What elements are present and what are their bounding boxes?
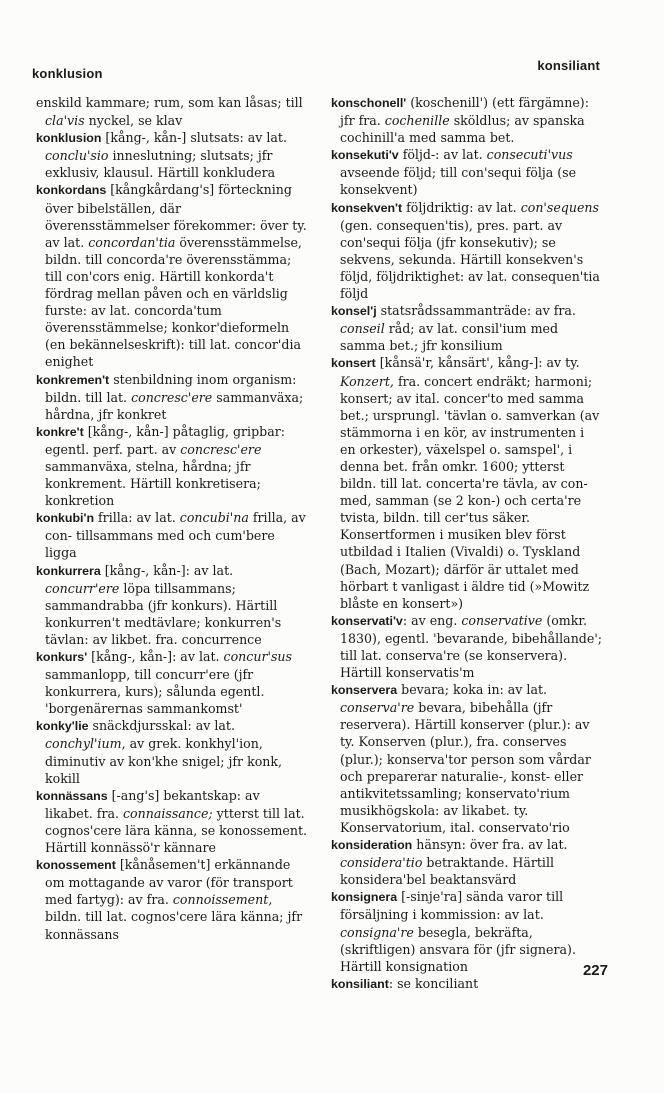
entry-etymon: consigna're [340,924,414,940]
entry-text: (koschenill') (ett färgämne): jfr fra. [340,95,589,129]
entry-headword: konschonell' [331,96,407,110]
entry-text: [kånåsemen't] erkännande om mottagande av varor (för transport med fartyg): av fra. [45,857,293,908]
page-number: 227 [582,962,608,979]
entry-text-tail: fra. concert endräkt; harmoni; konsert; av ital. concer'to med samma bet.; ursprungl. 'tävlan o. samverkan (av stämmorna i en kör, av instrumenten i en orkester), växelspel o. samspel', i denna bet. från omkr. 1600; ytterst bildn. till lat. concerta're tävla, av con- med, samman (se 2 kon-) och certa're tvista, bildn. till cer'tus säker. Konsertformen i musiken blev först utbildad i Italien (Vivaldi) o. Tyskland (Bach, Mozart); därför är uttalet med hörbart t vanligast i äldre tid (»Mowitz blåste en konsert») [340,373,600,611]
entry-etymon: conchyl'ium [45,736,122,752]
entry-headword: konsignera [331,890,398,905]
entry-etymon: considera'tio [340,855,423,871]
entry-headword: konkremen't [36,372,110,387]
entry-etymon: cochenille [384,113,450,129]
entry-text-tail: avseende följd; till con'sequi följa (se konsekvent) [340,165,577,198]
entry-text: statsrådssammanträde: av fra. [376,303,576,319]
entry-headword: konsekuti'v [331,148,399,163]
entry-text-tail: bildn. till lat. cognos'cere lära känna; jfr konnässans [45,909,303,942]
entry-text-tail: , av grek. konkhyl'ion, diminutiv av kon'khe snigel; jfr konk, kokill [45,736,283,786]
entry-text: : av eng. [402,612,462,628]
entry-text: följdriktig: av lat. [402,199,521,215]
entry-text: snäckdjursskal: av lat. [88,718,235,734]
dictionary-entry [331,681,603,836]
entry-headword: konsekven't [331,200,403,215]
entry-etymon: concur'sus [223,649,292,664]
entry-headword: konkurs' [36,650,88,664]
entry-text-tail: sammanlopp, till concurr'ere (jfr konkurrera, kurs); sålunda egentl. 'borgenärernas sammankomst' [45,667,265,717]
entry-text-tail: bevara, bibehålla (jfr reservera). Härtill konserver (plur.): av ty. Konserven (plur.), fra. conserves (plur.); konserva'tor person som vårdar och preparerar naturalie-, konst- eller antikvitetssamling; konservato'rium musikhögskola: av likabet. ty. Konservatorium, ital. conservato'rio [340,700,591,835]
dictionary-entry [331,302,603,354]
entry-headword: konsert [331,356,376,371]
entry-text-tail: sammanväxa; hårdna, jfr konkret [45,389,304,422]
entry-etymon: concresc'ere [131,389,213,405]
dictionary-entry [36,717,308,786]
entry-text-tail: (gen. consequen'tis), pres. part. av con'sequi följa (jfr konsekutiv); se sekvens, sekunda. Härtill konsekven's följd, följdriktighet: av lat. consequen'tia följd [340,217,600,302]
running-header-right: konsiliant [537,58,600,73]
entry-text: [-sinje'ra] sända varor till försäljning i kommission: av lat. [340,889,564,923]
entry-etymon: conseil [340,321,385,337]
entry-etymon: concresc'ere [180,441,262,457]
dictionary-entry [36,181,308,370]
entry-text: [kång-, kån-] slutsats: av lat. [101,130,287,146]
entry-headword: konservera [331,683,398,698]
dictionary-entry [36,371,308,423]
entry-etymon: conserva're [340,700,415,716]
entry-text-tail: löpa tillsammans; sammandrabba (jfr konkurs). Härtill konkurren't medtävlare; konkurren's tävlan: av likbet. fra. concurrence [45,580,282,647]
dictionary-entry [331,199,603,303]
entry-text-tail: sköldlus; av spanska cochinill'a med samma bet. [340,113,585,146]
entry-headword: konsideration [331,838,413,853]
entry-text-tail: sammanväxa, stelna, hårdna; jfr konkrement. Härtill konkretisera; konkretion [45,458,261,509]
entry-headword: konossement [36,858,116,873]
entry-text-tail: inneslutning; slutsats; jfr exklusiv, klausul. Härtill konkludera [45,148,276,181]
entry-headword: konkordans [36,183,107,198]
dictionary-entry [331,975,603,993]
entry-etymon: con'sequens [520,199,600,215]
entry-headword: konservati'v [331,613,403,628]
entry-headword: konsiliant [331,976,389,991]
entry-headword: konsel'j [331,304,377,319]
entry-text: [kång-, kån-]: av lat. [87,649,224,664]
entry-headword: konky'lie [36,719,89,734]
dictionary-entry [36,787,308,856]
dictionary-entry [331,354,603,611]
entry-text-tail: överensstämmelse, bildn. till concorda're överensstämma; till con'cors enig. Härtill konkorda't fördrag mellan påven och en världslig furste: av lat. concorda'tum överensstämmelse; konkor'dieformeln (en bekännelseskrift): till lat. concor'dia enighet [45,234,302,370]
entry-headword: konkre't [36,424,84,439]
entry-text: [kånsä'r, kånsärt', kång-]: av ty. [375,355,580,371]
dictionary-entry [36,562,308,648]
entry-text-tail: frilla, av con- tillsammans med och cum'bere ligga [45,510,306,561]
dictionary-entry [36,94,308,129]
entry-etymon: conservative [461,612,543,628]
entry-text: stenbildning inom organism: bildn. till lat. [45,371,297,405]
entry-etymon: concubi'na [179,510,249,526]
entry-text-tail: besegla, bekräfta, (skriftligen) ansvara för (jfr signera). Härtill konsignation [340,924,576,974]
entry-text: [-ang's] bekantskap: av likabet. fra. [45,787,260,821]
entry-headword: konklusion [36,131,102,146]
entry-text: : se konciliant [388,975,479,991]
entry-etymon: concurr'ere [45,580,120,596]
dictionary-entry [331,612,603,681]
entry-etymon: Konzert, [340,373,394,389]
left-column [36,94,308,943]
dictionary-entry [36,423,308,509]
entry-etymon: connoissement, [172,892,273,908]
entry-etymon: cla'vis [45,113,85,129]
dictionary-entry [331,146,603,198]
dictionary-entry [331,836,603,888]
entry-headword: konnässans [36,788,108,803]
entry-text-tail: betraktande. Härtill konsidera'bel beaktansvärd [340,855,555,888]
entry-headword: konkubi'n [36,511,95,526]
entry-etymon: consecuti'vus [486,147,573,163]
entry-text-tail: (omkr. 1830), egentl. 'bevarande, bibehållande'; till lat. conserva're (se konservera). Härtill konservatis'm [340,612,603,681]
entry-text: [kång-, kån-] påtaglig, gripbar: egentl. perf. part. av [45,423,285,457]
entry-text-tail: råd; av lat. consil'ium med samma bet.; jfr konsilium [340,321,559,354]
entry-headword: konkurrera [36,563,101,578]
entry-text: [kång-, kån-]: av lat. [100,562,234,578]
entry-text: bevara; koka in: av lat. [397,682,548,698]
dictionary-entry [36,509,308,561]
entry-text: följd-: av lat. [398,147,487,163]
entry-text-tail: ytterst till lat. cognos'cere lära känna, se konossement. Härtill konnässö'r kännare [45,805,308,856]
entry-etymon: concordan'tia [88,234,176,250]
entry-text: hänsyn: över fra. av lat. [412,837,568,853]
dictionary-entry [36,856,308,942]
right-column [331,94,603,993]
entry-text: frilla: av lat. [94,510,180,526]
dictionary-entry [331,94,603,146]
entry-text: enskild kammare; rum, som kan låsas; till [36,95,303,110]
dictionary-entry [36,648,308,717]
running-header-left: konklusion [32,66,103,81]
entry-etymon: connaissance; [122,805,213,821]
entry-text: [kångkårdang's] förteckning över bibelställen, där överensstämmelser förekommer: över ty. av lat. [45,182,307,250]
dictionary-entry [331,888,603,974]
entry-text-tail: nyckel, se klav [84,113,183,129]
dictionary-entry [36,129,308,181]
entry-etymon: conclu'sio [45,148,109,164]
